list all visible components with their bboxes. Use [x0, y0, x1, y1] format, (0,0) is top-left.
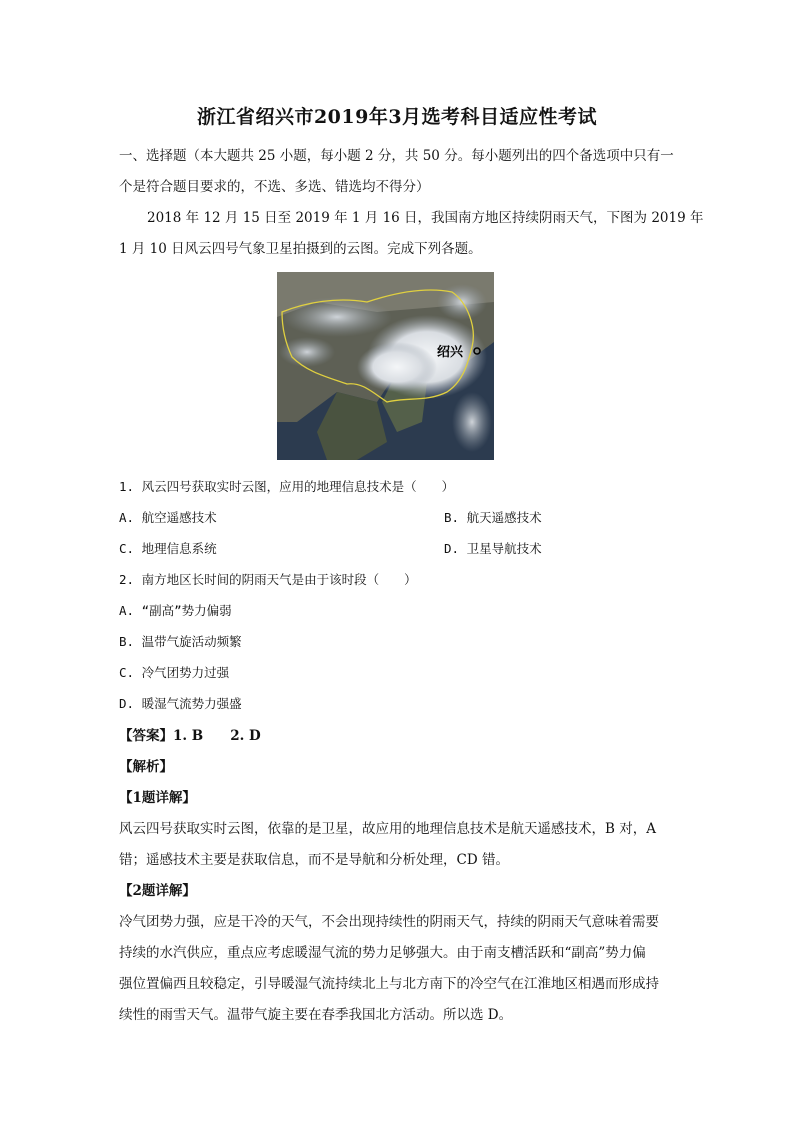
- question-2-detail-line-4: 续性的雨雪天气。温带气旋主要在春季我国北方活动。所以选 D。: [119, 1007, 513, 1023]
- question-1-option-a: A. 航空遥感技术: [119, 510, 217, 525]
- analysis-heading: 【解析】: [119, 759, 173, 775]
- section-heading-line-1: 一、选择题（本大题共 25 小题，每小题 2 分，共 50 分。每小题列出的四个备选项中只有一: [119, 148, 674, 164]
- question-1-stem: 1. 风云四号获取实时云图，应用的地理信息技术是（ ）: [119, 479, 455, 494]
- question-1-option-c: C. 地理信息系统: [119, 541, 217, 556]
- intro-line-1: 2018 年 12 月 15 日至 2019 年 1 月 16 日，我国南方地区持续阴雨天气，下图为 2019 年: [147, 210, 704, 226]
- map-label-shaoxing: 绍兴: [437, 345, 464, 360]
- question-1-detail-line-1: 风云四号获取实时云图，依靠的是卫星，故应用的地理信息技术是航天遥感技术，B 对，A: [119, 821, 656, 837]
- question-1-detail-line-2: 错；遥感技术主要是获取信息，而不是导航和分析处理，CD 错。: [119, 852, 509, 868]
- question-2-stem: 2. 南方地区长时间的阴雨天气是由于该时段（ ）: [119, 572, 417, 587]
- answer-line: 【答案】1. B 2. D: [119, 728, 261, 744]
- question-2-option-a: A. “副高”势力偏弱: [119, 603, 232, 618]
- question-1-detail-heading: 【1题详解】: [119, 790, 196, 806]
- question-2-detail-line-1: 冷气团势力强，应是干冷的天气，不会出现持续性的阴雨天气，持续的阴雨天气意味着需要: [119, 914, 659, 930]
- intro-line-2: 1 月 10 日风云四号气象卫星拍摄到的云图。完成下列各题。: [119, 241, 482, 257]
- section-heading-line-2: 个是符合题目要求的，不选、多选、错选均不得分）: [119, 179, 430, 195]
- question-2-detail-line-3: 强位置偏西且较稳定，引导暖湿气流持续北上与北方南下的冷空气在江淮地区相遇而形成持: [119, 976, 659, 992]
- question-2-option-c: C. 冷气团势力过强: [119, 665, 230, 680]
- satellite-cloud-image: [277, 272, 494, 460]
- question-2-detail-line-2: 持续的水汽供应，重点应考虑暖湿气流的势力足够强大。由于南支槽活跃和“副高”势力偏: [119, 945, 646, 961]
- question-1-option-b: B. 航天遥感技术: [444, 510, 542, 525]
- question-2-option-d: D. 暖湿气流势力强盛: [119, 696, 242, 711]
- page-title: 浙江省绍兴市2019年3月选考科目适应性考试: [196, 106, 598, 128]
- question-2-option-b: B. 温带气旋活动频繁: [119, 634, 242, 649]
- question-2-detail-heading: 【2题详解】: [119, 883, 196, 899]
- question-1-option-d: D. 卫星导航技术: [444, 541, 542, 556]
